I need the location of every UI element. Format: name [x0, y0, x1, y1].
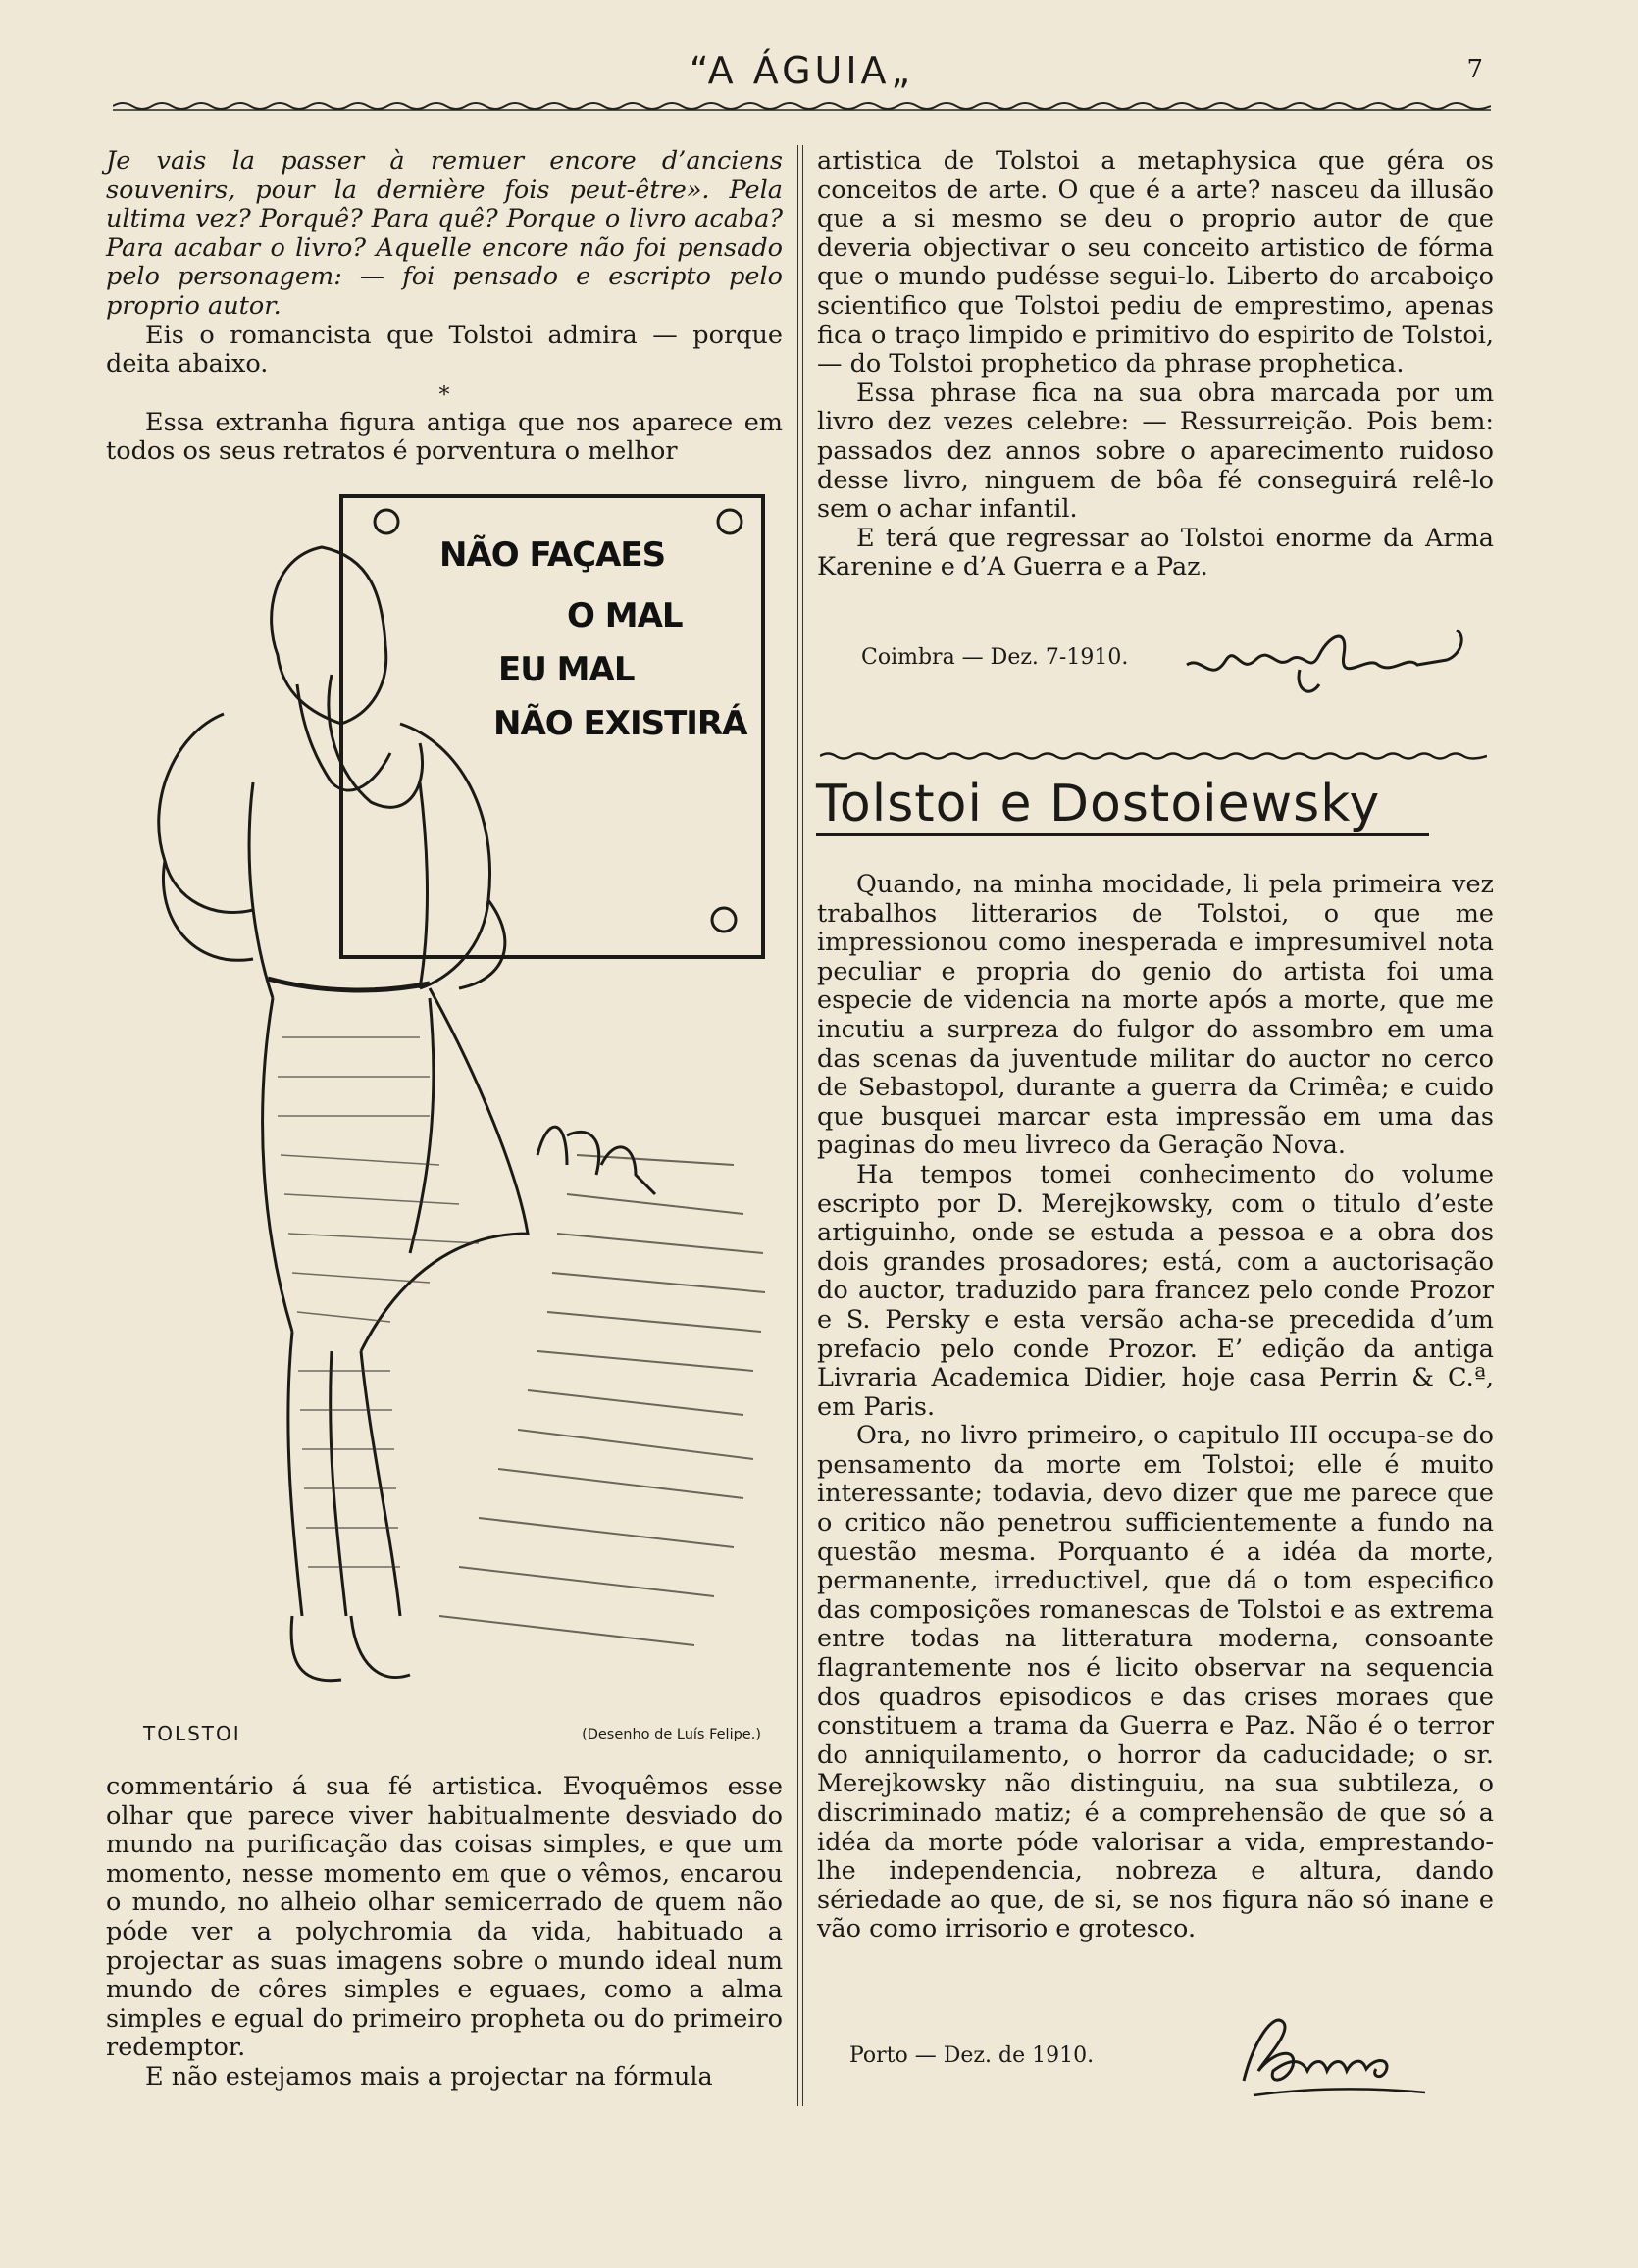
section-asterisk: *	[438, 382, 450, 408]
right-column-top	[817, 147, 1494, 582]
article-body	[817, 871, 1494, 1944]
sign-line-2: O MAL	[567, 596, 683, 635]
porto-dateline: Porto — Dez. de 1910.	[849, 2043, 1095, 2068]
article-title: Tolstoi e Dostoiewsky	[816, 775, 1381, 833]
sign-line-1: NÃO FAÇAES	[439, 535, 666, 575]
paragraph: E terá que regressar ao Tolstoi enorme da Arma Karenine e d’A Guerra e a Paz.	[817, 523, 1494, 582]
page-header	[113, 49, 1491, 118]
sign-line-3: EU MAL	[498, 650, 635, 689]
paragraph: commentário á sua fé artistica. Evoquêmos esse olhar que parece viver habitualmente desviado do mundo na purificação das coisas simples, e que um momento, nesse momento em que o vêmos, encarou o mundo, no alheio olhar semicerrado de quem não póde ver a polychromia da vida, habituado a projectar as suas imagens sobre o mundo ideal num mundo de côres simples e eguaes, como a alma simples e egual do primeiro propheta ou do primeiro redemptor.	[106, 1772, 783, 2063]
tolstoi-drawing	[106, 488, 783, 1753]
paragraph: Essa extranha figura antiga que nos aparece em todos os seus retratos é porventura o melhor	[106, 407, 783, 467]
illustration-credit: (Desenho de Luís Felipe.)	[582, 1727, 761, 1742]
paragraph: artistica de Tolstoi a metaphysica que géra os conceitos de arte. O que é a arte? nasceu da illusão que a si mesmo se deu o proprio autor de que deveria objectivar o seu conceito artistico de fórma que o mundo pudésse segui-lo. Liberto do arcaboiço scientifico que Tolstoi pediu de emprestimo, apenas fica o traço limpido e primitivo do espirito de Tolstoi, — do Tolstoi prophetico da phrase prophetica.	[817, 146, 1494, 379]
coimbra-dateline: Coimbra — Dez. 7-1910.	[861, 645, 1129, 670]
sign-line-4: NÃO EXISTIRÁ	[493, 704, 747, 743]
paragraph: E não estejamos mais a projectar na fórmula	[145, 2061, 713, 2092]
signature-drawing	[1182, 616, 1476, 704]
section-wavy-rule	[820, 751, 1487, 761]
paragraph: Je vais la passer à remuer encore d’anciens souvenirs, pour la dernière fois peut-être». Pela ultima vez? Porquê? Para quê? Porque o livro acaba? Para acabar o livro? Aquelle encore não foi pensado pelo personagem: — foi pensado e escripto pelo proprio autor.	[106, 146, 783, 321]
left-column-top	[106, 147, 783, 467]
page-number: 7	[1466, 55, 1483, 84]
tolstoi-illustration	[106, 488, 783, 1753]
header-wavy-rule	[113, 100, 1491, 112]
paragraph: Quando, na minha mocidade, li pela primeira vez trabalhos litterarios de Tolstoi, o que me impressionou como inesperada e impresumivel nota peculiar e propria do genio do artista foi uma especie de videncia na morte após a morte, que me incutiu a surpreza do fulgor do assombro em uma das scenas da juventude militar do auctor no cerco de Sebastopol, durante a guerra da Crimêa; e cuido que busquei marcar esta impressão em uma das paginas do meu livreco da Geração Nova.	[817, 870, 1494, 1161]
running-title: “A ÁGUIA„	[689, 49, 915, 92]
illustration-caption: TOLSTOI	[143, 1722, 241, 1745]
left-column-bottom	[106, 1773, 783, 2092]
paragraph: Ha tempos tomei conhecimento do volume escripto por D. Merejkowsky, com o titulo d’este artiguinho, onde se estuda a pessoa e a obra dos dois grandes prosadores; está, com a auctorisação do auctor, traduzido para francez pelo conde Prozor e S. Persky e esta versão acha-se precedida d’um prefacio pelo conde Prozor. E’ edição da antiga Livraria Academica Didier, hoje casa Perrin & C.ª, em Paris.	[817, 1159, 1494, 1422]
column-divider	[797, 145, 803, 2106]
title-underline	[816, 833, 1429, 836]
paragraph: Essa phrase fica na sua obra marcada por um livro dez vezes celebre: — Ressurreição. Pois bem: passados dez annos sobre o aparecimento ruidoso desse livro, ninguem de bôa fé conseguirá relê-lo sem o achar infantil.	[817, 378, 1494, 525]
paragraph: Eis o romancista que Tolstoi admira — porque deita abaixo.	[106, 320, 783, 379]
paragraph: Ora, no livro primeiro, o capitulo III occupa-se do pensamento da morte em Tolstoi; elle é muito interessante; todavia, devo dizer que me parece que o critico não penetrou sufficientemente a fundo na questão mesma. Porquanto é a idéa da morte, permanente, irreductivel, que dá o tom especifico das composições romanescas de Tolstoi e as extrema entre todas na litteratura moderna, consoante flagrantemente nos é licito observar na sequencia dos quadros episodicos e das crises moraes que constituem a trama da Guerra e Paz. Não é o terror do anniquilamento, o horror da caducidade; o sr. Merejkowsky não distinguiu, na sua subtileza, o discriminado matiz; é a comprehensão de que só a idéa da morte póde valorisar a vida, emprestando-lhe independencia, nobreza e altura, dando sériedade ao que, de si, se nos figura não só inane e vão como irrisorio e grotesco.	[817, 1421, 1494, 1944]
signature-drawing	[1214, 2002, 1440, 2110]
